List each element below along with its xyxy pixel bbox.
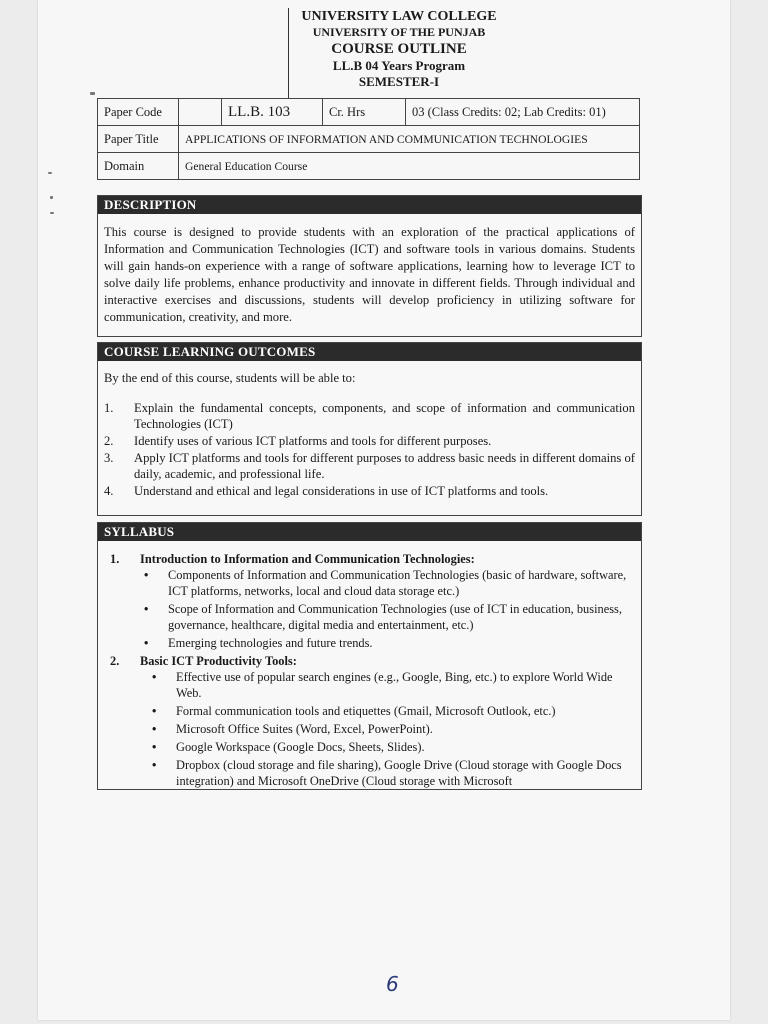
bullet-text: Formal communication tools and etiquettes (Gmail, Microsoft Outlook, etc.) <box>176 704 556 718</box>
bullet-text: Microsoft Office Suites (Word, Excel, PowerPoint). <box>176 722 433 736</box>
bullet-icon: • <box>152 740 157 754</box>
paper-code-value: LL.B. 103 <box>222 99 323 126</box>
bullet-icon: • <box>144 568 149 582</box>
syllabus-heading: SYLLABUS <box>98 523 641 541</box>
bullet-item <box>148 703 635 719</box>
outcome-item <box>98 450 635 482</box>
topic-number: 1. <box>110 552 120 566</box>
outcome-text: Explain the fundamental concepts, components, and scope of information and communication Technologies (ICT) <box>134 401 635 431</box>
bullet-text: Emerging technologies and future trends. <box>168 636 373 650</box>
scan-speck <box>50 212 54 214</box>
topic-number: 2. <box>110 654 120 668</box>
blank-cell <box>179 99 222 126</box>
bullet-text: Google Workspace (Google Docs, Sheets, Slides). <box>176 740 425 754</box>
description-heading: DESCRIPTION <box>98 196 641 214</box>
syllabus-section <box>97 522 642 790</box>
bullet-icon: • <box>144 636 149 650</box>
outcome-item <box>98 400 635 432</box>
paper-code-label: Paper Code <box>98 99 179 126</box>
domain-row <box>98 153 640 180</box>
outcome-number: 2. <box>104 434 114 448</box>
scan-speck <box>50 196 53 199</box>
bullet-icon: • <box>152 758 157 772</box>
syllabus-topic <box>104 551 635 567</box>
program-name: LL.B 04 Years Program <box>332 58 466 73</box>
domain-label: Domain <box>98 153 179 180</box>
outcome-number: 1. <box>104 401 114 415</box>
outcome-text: Understand and ethical and legal considerations in use of ICT platforms and tools. <box>134 484 549 498</box>
bullet-item <box>148 669 635 701</box>
bullet-item <box>148 757 635 789</box>
college-name: UNIVERSITY LAW COLLEGE <box>301 9 497 24</box>
bullet-text: Effective use of popular search engines (e.g., Google, Bing, etc.) to explore World Wide Web. <box>176 670 613 700</box>
bullet-item <box>148 739 635 755</box>
course-meta-table <box>97 98 640 180</box>
paper-title-row <box>98 126 640 153</box>
bullet-text: Components of Information and Communication Technologies (basic of hardware, software, ICT platforms, networks, local and cloud data storage etc.) <box>168 568 627 598</box>
bullet-item <box>140 567 635 599</box>
outcome-text: Apply ICT platforms and tools for different purposes to address basic needs in different domains of daily, academic, and professional life. <box>134 451 635 481</box>
scan-speck <box>90 92 95 95</box>
bullet-icon: • <box>152 704 157 718</box>
scan-speck <box>48 172 52 174</box>
syllabus-topic <box>104 653 635 669</box>
bullet-text: Dropbox (cloud storage and file sharing), Google Drive (Cloud storage with Google Docs integration) and Microsoft OneDrive (Cloud storage with Microsoft <box>176 758 622 788</box>
bullet-text: Scope of Information and Communication Technologies (use of ICT in education, business, governance, healthcare, digital media and entertainment, etc.) <box>168 602 622 632</box>
outcomes-section <box>97 342 642 516</box>
outcomes-list <box>98 400 641 499</box>
page-number: 6 <box>386 972 399 996</box>
outcome-item <box>98 433 635 449</box>
topic-bullets <box>104 567 635 651</box>
topic-bullets <box>104 669 635 789</box>
outcome-item <box>98 483 635 499</box>
university-name: UNIVERSITY OF THE PUNJAB <box>312 25 486 39</box>
semester-label: SEMESTER-I <box>358 74 440 89</box>
topic-title: Basic ICT Productivity Tools: <box>140 654 297 668</box>
outcomes-intro: By the end of this course, students will be able to: <box>104 371 356 385</box>
bullet-icon: • <box>144 602 149 616</box>
document-title: COURSE OUTLINE <box>331 41 467 57</box>
description-text: This course is designed to provide students with an exploration of the practical applications of Information and Communication Technologies (ICT) and software tools in various domains. Students will gain hands-on experience with a range of software applications, learning how to leverage ICT to solve daily life problems, enhance productivity and innovate in different fields. Through individual and interactive exercises and discussions, students will develop proficiency in utilizing software for communication, creativity, and more. <box>104 225 635 324</box>
bullet-icon: • <box>152 722 157 736</box>
bullet-item <box>148 721 635 737</box>
syllabus-body <box>98 541 641 795</box>
document-header <box>288 8 509 98</box>
topic-title: Introduction to Information and Communication Technologies: <box>140 552 475 566</box>
paper-title-value: APPLICATIONS OF INFORMATION AND COMMUNICATION TECHNOLOGIES <box>179 126 640 153</box>
bullet-icon: • <box>152 670 157 684</box>
outcome-number: 4. <box>104 484 114 498</box>
bullet-item <box>140 635 635 651</box>
outcomes-heading: COURSE LEARNING OUTCOMES <box>98 343 641 361</box>
paper-title-label: Paper Title <box>98 126 179 153</box>
description-section <box>97 195 642 337</box>
cr-hrs-value: 03 (Class Credits: 02; Lab Credits: 01) <box>406 99 640 126</box>
paper-code-row <box>98 99 640 126</box>
outcome-number: 3. <box>104 451 114 465</box>
domain-value: General Education Course <box>179 153 640 180</box>
cr-hrs-label: Cr. Hrs <box>323 99 406 126</box>
outcome-text: Identify uses of various ICT platforms and tools for different purposes. <box>134 434 492 448</box>
bullet-item <box>140 601 635 633</box>
